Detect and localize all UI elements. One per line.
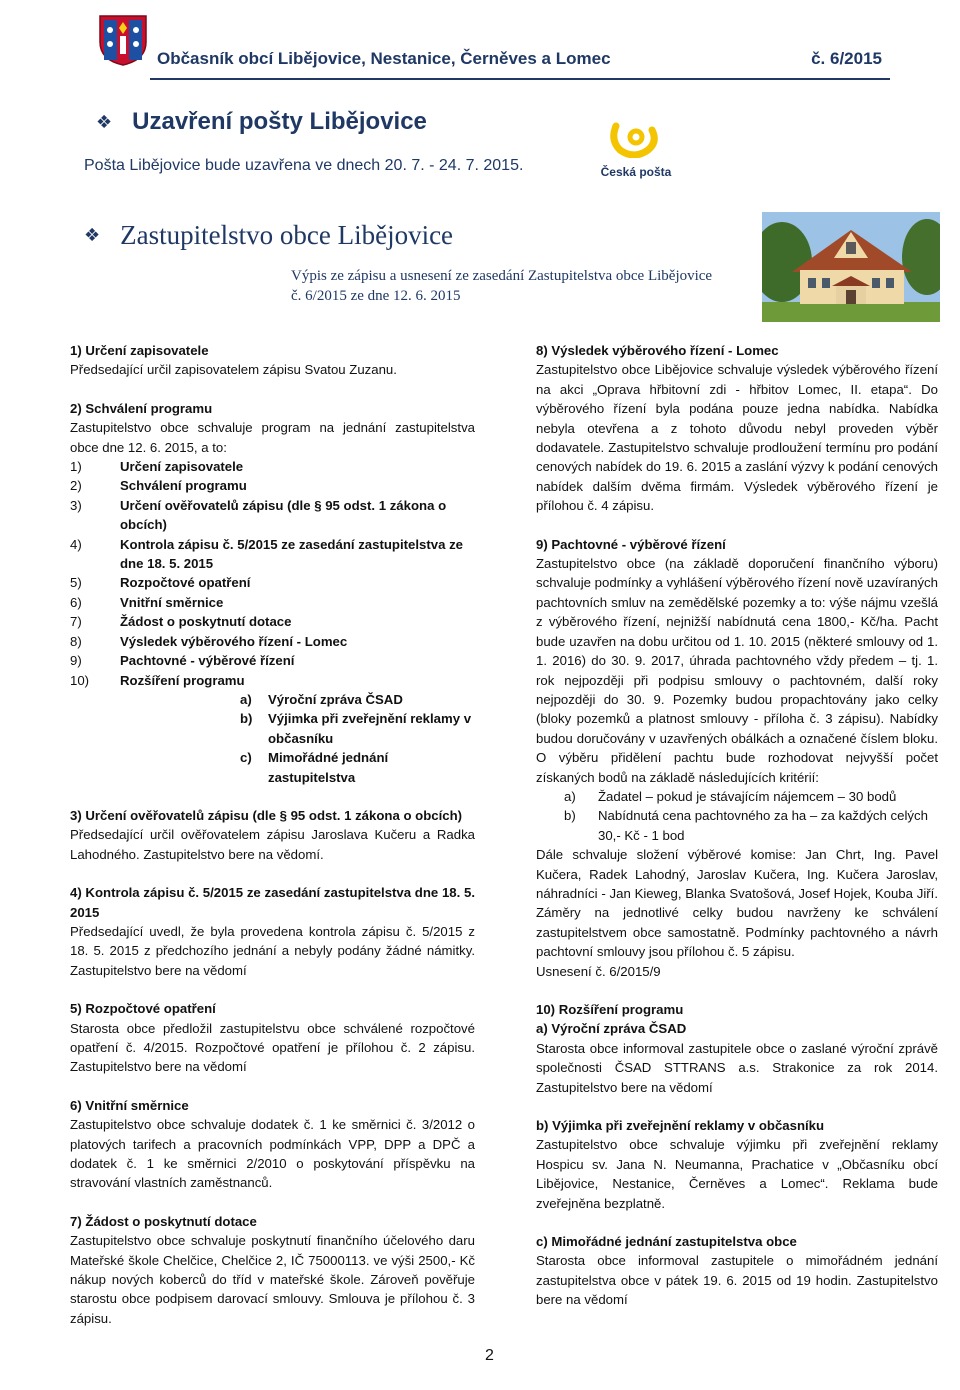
list-item: 8) Výsledek výběrového řízení - Lomec (70, 633, 348, 649)
s8-heading: 8) Výsledek výběrového řízení - Lomec (536, 343, 779, 358)
s7-body: Zastupitelstvo obce schvaluje poskytnutí finančního účelového daru Mateřské škole Chelčice, Chelčice 2, IČ 75000113. ve výši 2500,- Kč nákup nových koberců do tříd v mateřské škole. Zároveň pověřuje starostu obce podpisem darovací smlouvy. Smlouva je přílohou č. 3 zápisu. (70, 1233, 475, 1326)
list-item: 3) Určení ověřovatelů zápisu (dle § 95 odst. 1 zákona o obcích) (70, 497, 447, 533)
list-item: a) Výroční zpráva ČSAD (240, 691, 403, 707)
section-heading-post-closure (96, 108, 427, 136)
s1-body: Předsedající určil zapisovatelem zápisu Svatou Zuzanu. (70, 362, 397, 378)
list-item: 6) Vnitřní směrnice (70, 594, 224, 610)
s1-heading: 1) Určení zapisovatele (70, 343, 209, 358)
list-item: b) Nabídnutá cena pachtovného za ha – za každých celých 30,- Kč - 1 bod (564, 808, 928, 843)
s10c-heading: c) Mimořádné jednání zastupitelstva obce (536, 1234, 797, 1250)
subprogram-list (240, 690, 475, 787)
s9-body: Zastupitelstvo obce (na základě doporučení finančního výboru) schvaluje podmínky a vyhlášení výběrového řízení nově uzavíraných pachtovních smluv na zemědělské pozemky a to: výše nájmu vzešlá z výběrového řízení, nejnižší nabídnutá cena 1800,- Kč/ha. Pacht bude uzavřen na dobu určitou od 1. 10. 2015 (některé smlouvy od 1. 1. 2016) do 30. 9. 2017, úhrada pachtovného vždy předem – tj. 1. rok nejpozději při podpisu smlouvy o pachtovném, další roky nejpozději do 30. 9. Pozemky budou propachtovány jako celky (bloky pozemků a platnost smlouvy - příloha č. 3 zápisu). Nabídky budou doručovány v uzavřených obálkách a označené číslem bloku. O výběru přidělení pachtu bude rozhodovat nejvyšší počet získaných bodů na základě následujících kritérií: (536, 556, 938, 785)
s4-body: Předsedající uvedl, že byla provedena kontrola zápisu č. 5/2015 z 18. 5. 2015 z předchozího jednání a nebyly podány žádné námitky. Zastupitelstvo bere na vědomí (70, 923, 475, 978)
newsletter-title: Občasník obcí Libějovice, Nestanice, Černěves a Lomec (157, 49, 611, 68)
section-title: Zastupitelstvo obce Libějovice (120, 220, 454, 250)
post-horn-icon (608, 122, 664, 158)
s9-body-continued: Dále schvaluje složení výběrové komise: Jan Chrt, Ing. Pavel Kučera, Radek Lahodný, Jaroslav Kučera, Ing. Kučera Jaroslav, náhradníci - Jan Kieweg, Blanka Svatošová, Josef Hojek, Kouba Jiří. Záměry na jednotlivé celky budou navrženy ke schválení zastupitelstvem obce samostatně. Podmínky pachtovného a návrh pachtovní smlouvy jsou přílohou č. 5 zápisu. (536, 847, 938, 960)
section-heading-council (84, 220, 453, 251)
diamond-bullet-icon: ❖ (96, 111, 113, 133)
s10c-body: Starosta obce informoval zastupitele o mimořádném jednání zastupitelstva obce v pátek 19. 6. 2015 od 19 hodin. Zastupitelstvo bere na vědomí (536, 1253, 938, 1308)
s9-resolution: Usnesení č. 6/2015/9 (536, 963, 661, 979)
s3-heading: 3) Určení ověřovatelů zápisu (dle § 95 odst. 1 zákona o obcích) (70, 807, 463, 823)
s6-body: Zastupitelstvo obce schvaluje dodatek č. 1 ke směrnici č. 3/2012 o platových tarifech a pracovních podmínkách VPP, DPP a DPČ a dodatek č. 1 ke směrnici 2/2010 o poskytování příspěvku na stravování vlastních zaměstnanců. (70, 1117, 475, 1191)
s10b-heading: b) Výjimka při zveřejnění reklamy v občasníku (536, 1118, 825, 1134)
s2-heading: 2) Schválení programu (70, 400, 213, 416)
s7-heading: 7) Žádost o poskytnutí dotace (70, 1213, 257, 1229)
s10b-body: Zastupitelstvo obce schvaluje výjimku při zveřejnění reklamy Hospicu sv. Jana N. Neumanna, Prachatice v „Občasníku obcí Libějovice, Nestanice, Černěves a Lomec“. Reklama bude zveřejněna bezplatně. (536, 1137, 938, 1211)
s2-body: Zastupitelstvo obce schvaluje program na jednání zastupitelstva obce dne 12. 6. 2015, a to: (70, 420, 475, 455)
ceska-posta-label: Česká pošta (600, 165, 672, 179)
list-item: b) Výjimka při zveřejnění reklamy v občasníku (240, 711, 472, 746)
list-item: 5) Rozpočtové opatření (70, 575, 251, 591)
list-item: 2) Schválení programu (70, 478, 247, 494)
minutes-subtitle: Výpis ze zápisu a usnesení ze zasedání Zastupitelstva obce Libějovice (291, 268, 713, 284)
s8-body: Zastupitelstvo obce Libějovice schvaluje výsledek výběrového řízení na akci „Oprava hřbitovní zdi - hřbitov Lomec, II. etapa“. Do výběrového řízení byla podána pouze jedna nabídka. Nabídka nebyla otevřena a z tohoto důvodu nebyl proveden výběr dodavatele. Zastupitelstvo schvaluje prodloužení termínu pro podání cenových nabídek do 19. 6. 2015 a zaslání výzvy k podání cenových nabídek dalším dvěma firmám. Výsledek výběrového řízení je přílohou č. 4 zápisu. (536, 362, 938, 514)
diamond-bullet-icon: ❖ (84, 225, 101, 246)
program-list (70, 457, 475, 690)
s10a-heading: a) Výroční zpráva ČSAD (536, 1021, 687, 1037)
left-column (70, 341, 475, 1328)
ceska-posta-logo (596, 122, 676, 178)
minutes-date: č. 6/2015 ze dne 12. 6. 2015 (291, 288, 461, 304)
newsletter-header (157, 49, 882, 69)
issue-number: č. 6/2015 (811, 49, 882, 68)
list-item: 9) Pachtovné - výběrové řízení (70, 653, 295, 669)
s5-heading: 5) Rozpočtové opatření (70, 1001, 216, 1017)
list-item: 10) Rozšíření programu (70, 672, 245, 688)
coat-of-arms-logo (98, 14, 148, 66)
page-number: 2 (485, 1347, 494, 1364)
right-column (536, 341, 938, 1310)
list-item: 1) Určení zapisovatele (70, 459, 244, 475)
list-item: 4) Kontrola zápisu č. 5/2015 ze zasedání zastupitelstva ze dne 18. 5. 2015 (70, 536, 464, 572)
list-item: 7) Žádost o poskytnutí dotace (70, 614, 292, 630)
s9-heading: 9) Pachtovné - výběrové řízení (536, 536, 726, 552)
s5-body: Starosta obce předložil zastupitelstvu obce schválené rozpočtové opatření č. 4/2015. Rozpočtové opatření je přílohou č. 2 zápisu. Zastupitelstvo bere na vědomí (70, 1020, 475, 1075)
list-item: c) Mimořádné jednání zastupitelstva (240, 750, 389, 785)
section-title: Uzavření pošty Libějovice (132, 108, 427, 135)
municipal-building-photo (762, 212, 940, 322)
s3-body: Předsedající určil ověřovatelem zápisu Jaroslava Kučeru a Radka Lahodného. Zastupitelstvo bere na vědomí. (70, 827, 475, 862)
s10-heading: 10) Rozšíření programu (536, 1002, 684, 1017)
header-rule (150, 78, 890, 80)
s10a-body: Starosta obce informoval zastupitele obce o zaslané výroční zprávě společnosti ČSAD STTRANS a.s. Strakonice za rok 2014. Zastupitelstvo bere na vědomí (536, 1040, 938, 1095)
post-closure-note: Pošta Libějovice bude uzavřena ve dnech 20. 7. - 24. 7. 2015. (84, 157, 524, 174)
list-item: a) Žadatel – pokud je stávajícím nájemcem – 30 bodů (564, 788, 897, 804)
criteria-list (536, 787, 938, 845)
s6-heading: 6) Vnitřní směrnice (70, 1097, 189, 1113)
s4-heading: 4) Kontrola zápisu č. 5/2015 ze zasedání zastupitelstva dne 18. 5. 2015 (70, 885, 475, 920)
